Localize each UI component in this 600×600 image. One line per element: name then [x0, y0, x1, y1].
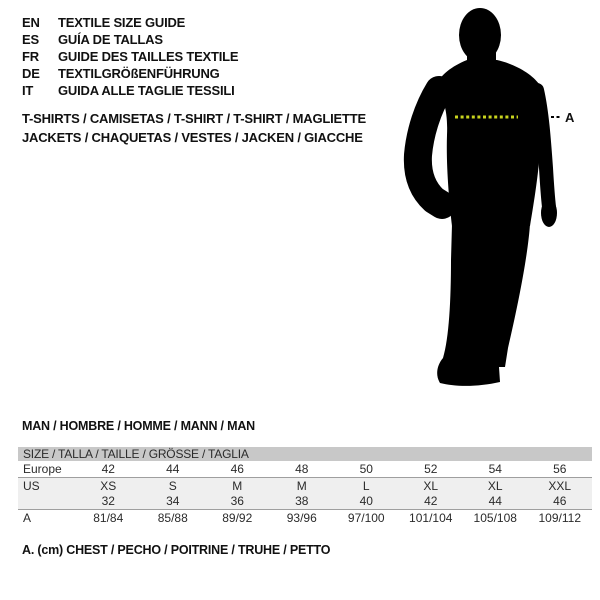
language-code-it: IT [22, 83, 34, 98]
section-title-man: MAN / HOMBRE / HOMME / MANN / MAN [22, 419, 255, 433]
cell-a-7: 105/108 [473, 511, 517, 525]
language-row-it [22, 82, 238, 99]
row-label-us: US [23, 479, 40, 493]
cell-us-6: XL [423, 479, 439, 493]
cell-numeric-8: 46 [553, 494, 567, 508]
measure-label-a: A [565, 110, 575, 125]
footnote-chest: A. (cm) CHEST / PECHO / POITRINE / TRUHE / PETTO [22, 543, 331, 557]
language-title-es: GUÍA DE TALLAS [58, 32, 163, 47]
row-label-europe: Europe [23, 462, 62, 476]
cell-europe-6: 52 [424, 462, 438, 476]
cell-a-6: 101/104 [409, 511, 453, 525]
language-code-es: ES [22, 32, 39, 47]
cell-numeric-1: 32 [101, 494, 115, 508]
language-code-fr: FR [22, 49, 39, 64]
cell-numeric-6: 42 [424, 494, 438, 508]
silhouette-legs [437, 224, 530, 386]
cell-us-8: XXL [548, 479, 572, 493]
language-code-de: DE [22, 66, 40, 81]
cell-numeric-3: 36 [230, 494, 244, 508]
silhouette-left-arm [418, 90, 442, 205]
cell-numeric-2: 34 [166, 494, 180, 508]
language-title-en: TEXTILE SIZE GUIDE [58, 15, 186, 30]
silhouette-right-hand [541, 199, 557, 227]
language-row-de [22, 65, 238, 82]
cell-a-2: 85/88 [157, 511, 188, 525]
language-title-it: GUIDA ALLE TAGLIE TESSILI [58, 83, 235, 98]
category-line-tshirts: T-SHIRTS / CAMISETAS / T-SHIRT / T-SHIRT / MAGLIETTE [22, 111, 366, 126]
cell-us-7: XL [487, 479, 503, 493]
cell-a-5: 97/100 [347, 511, 385, 525]
cell-numeric-4: 38 [295, 494, 309, 508]
cell-europe-2: 44 [166, 462, 180, 476]
table-row-europe [18, 461, 592, 477]
cell-europe-3: 46 [230, 462, 244, 476]
cell-numeric-5: 40 [359, 494, 373, 508]
man-silhouette-figure [390, 0, 590, 400]
cell-a-1: 81/84 [93, 511, 124, 525]
table-row-chest-a [18, 509, 592, 525]
cell-us-5: L [362, 479, 370, 493]
cell-europe-8: 56 [553, 462, 567, 476]
cell-us-3: M [232, 479, 243, 493]
cell-us-2: S [168, 479, 177, 493]
table-row-us [18, 477, 592, 493]
cell-a-8: 109/112 [538, 511, 581, 525]
language-row-es [22, 31, 238, 48]
man-silhouette [418, 8, 557, 386]
cell-a-3: 89/92 [222, 511, 253, 525]
category-line-jackets: JACKETS / CHAQUETAS / VESTES / JACKEN / GIACCHE [22, 130, 363, 145]
language-code-en: EN [22, 15, 40, 30]
cell-numeric-7: 44 [488, 494, 502, 508]
row-label-a: A [23, 511, 32, 525]
row-label-numeric [18, 493, 76, 509]
cell-a-4: 93/96 [286, 511, 317, 525]
category-list [22, 109, 366, 147]
cell-europe-1: 42 [101, 462, 115, 476]
language-row-en [22, 14, 238, 31]
cell-europe-5: 50 [359, 462, 373, 476]
size-table [18, 447, 592, 525]
table-row-numeric [18, 493, 592, 509]
cell-europe-7: 54 [488, 462, 502, 476]
cell-europe-4: 48 [295, 462, 309, 476]
cell-us-4: M [296, 479, 307, 493]
language-title-de: TEXTILGRÖßENFÜHRUNG [58, 66, 220, 81]
size-table-header: SIZE / TALLA / TAILLE / GRÖSSE / TAGLIA [18, 447, 592, 461]
language-title-fr: GUIDE DES TAILLES TEXTILE [58, 49, 239, 64]
silhouette-right-arm [537, 90, 549, 207]
language-list [22, 14, 238, 99]
language-row-fr [22, 48, 238, 65]
cell-us-1: XS [100, 479, 117, 493]
